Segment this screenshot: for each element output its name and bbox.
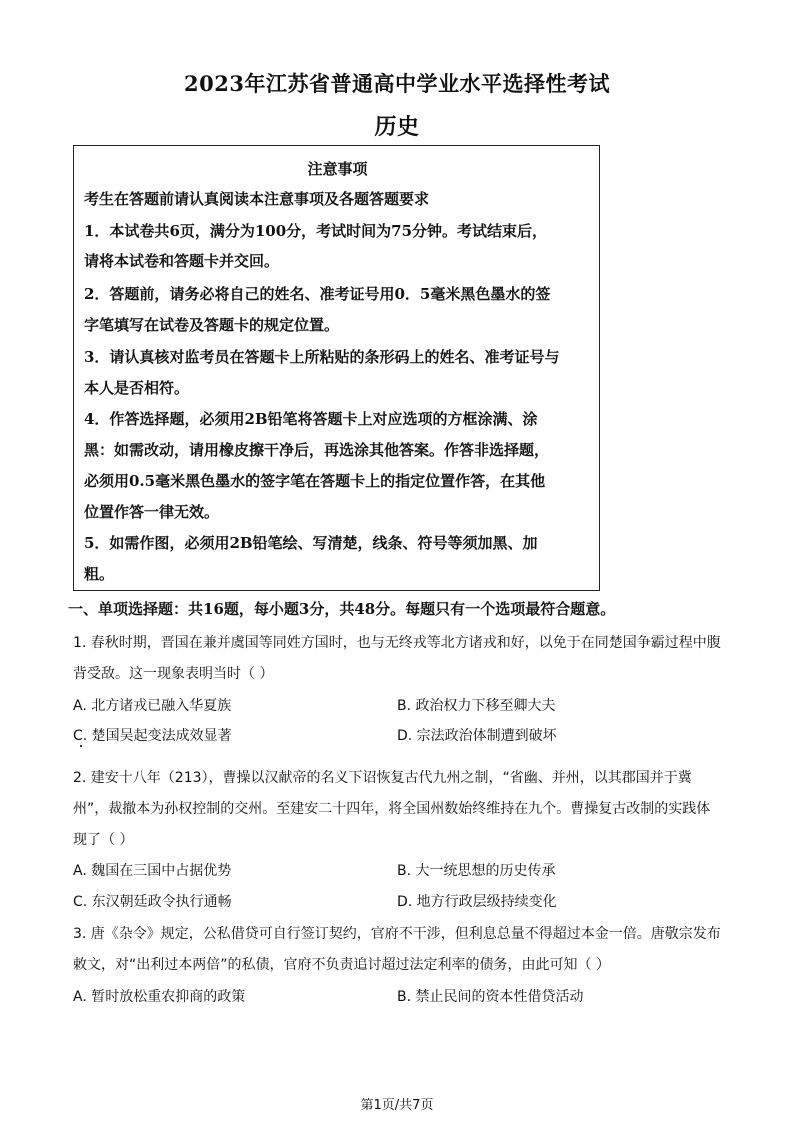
page-footer: 第1页/共7页 — [360, 1098, 434, 1113]
exam-title: 2023年江苏省普通高中学业水平选择性考试 — [184, 71, 610, 96]
notice-line: 5．如需作图，必须用2B铅笔绘、写清楚，线条、符号等须加黑、加 — [84, 534, 538, 552]
notice-line: 本人是否相符。 — [84, 379, 190, 397]
notice-line: 4．作答选择题，必须用2B铅笔将答题卡上对应选项的方框涂满、涂 — [84, 410, 538, 428]
question-2-stem: 2. 建安十八年（213），曹操以汉献帝的名义下诏恢复古代九州之制，“省幽、并州，以其郡国并于冀 — [73, 770, 692, 786]
question-2-option-b: B. 大一统思想的历史传承 — [397, 863, 556, 879]
notice-heading: 注意事项 — [307, 160, 368, 178]
question-2-option-d: D. 地方行政层级持续变化 — [397, 894, 557, 910]
question-3-stem: 3. 唐《杂令》规定，公私借贷可自行签订契约，官府不干涉，但利息总量不得超过本金一倍。唐敬宗发布 — [73, 926, 721, 942]
question-1-stem: 1. 春秋时期，晋国在兼并虞国等同姓方国时，也与无终戎等北方诸戎和好，以免于在同楚国争霸过程中腹 — [73, 635, 721, 651]
notice-line: 2．答题前，请务必将自己的姓名、准考证号用0．5毫米黑色墨水的签 — [84, 285, 551, 303]
question-1-option-a: A. 北方诸戎已融入华夏族 — [73, 698, 232, 714]
question-1-option-d: D. 宗法政治体制遭到破坏 — [397, 728, 557, 744]
question-2-stem: 现了（ ） — [73, 832, 134, 848]
notice-line: 字笔填写在试卷及答题卡的规定位置。 — [84, 316, 340, 334]
stray-dot — [80, 745, 82, 747]
question-1-stem: 背受敌。这一现象表明当时（ ） — [73, 666, 274, 682]
question-3-stem: 敕文，对“出利过本两倍”的私债，官府不负责追讨超过法定利率的债务，由此可知（ ） — [73, 957, 610, 973]
notice-line: 考生在答题前请认真阅读本注意事项及各题答题要求 — [84, 190, 430, 208]
section-title: 一、单项选择题：共16题，每小题3分，共48分。每题只有一个选项最符合题意。 — [68, 600, 616, 618]
question-2-stem: 州”，裁撤本为孙权控制的交州。至建安二十四年，将全国州数始终维持在九个。曹操复古改制的实践体 — [73, 801, 711, 817]
notice-line: 必须用0.5毫米黑色墨水的签字笔在答题卡上的指定位置作答，在其他 — [84, 472, 546, 490]
notice-line: 黑：如需改动，请用橡皮擦干净后，再选涂其他答案。作答非选择题， — [84, 441, 550, 459]
question-3-option-b: B. 禁止民间的资本性借贷活动 — [397, 989, 584, 1005]
notice-line: 3．请认真核对监考员在答题卡上所粘贴的条形码上的姓名、准考证号与 — [84, 348, 560, 366]
question-1-option-b: B. 政治权力下移至卿大夫 — [397, 698, 556, 714]
notice-line: 粗。 — [84, 565, 115, 583]
notice-box — [73, 145, 600, 591]
question-3-option-a: A. 暂时放松重农抑商的政策 — [73, 989, 246, 1005]
question-1-option-c: C. 楚国吴起变法成效显著 — [73, 728, 232, 744]
question-2-option-a: A. 魏国在三国中占据优势 — [73, 863, 232, 879]
notice-line: 1．本试卷共6页，满分为100分，考试时间为75分钟。考试结束后， — [84, 222, 548, 240]
subject-title: 历史 — [374, 114, 420, 140]
question-2-option-c: C. 东汉朝廷政令执行通畅 — [73, 894, 232, 910]
notice-line: 位置作答一律无效。 — [84, 503, 220, 521]
notice-line: 请将本试卷和答题卡并交回。 — [84, 252, 280, 270]
